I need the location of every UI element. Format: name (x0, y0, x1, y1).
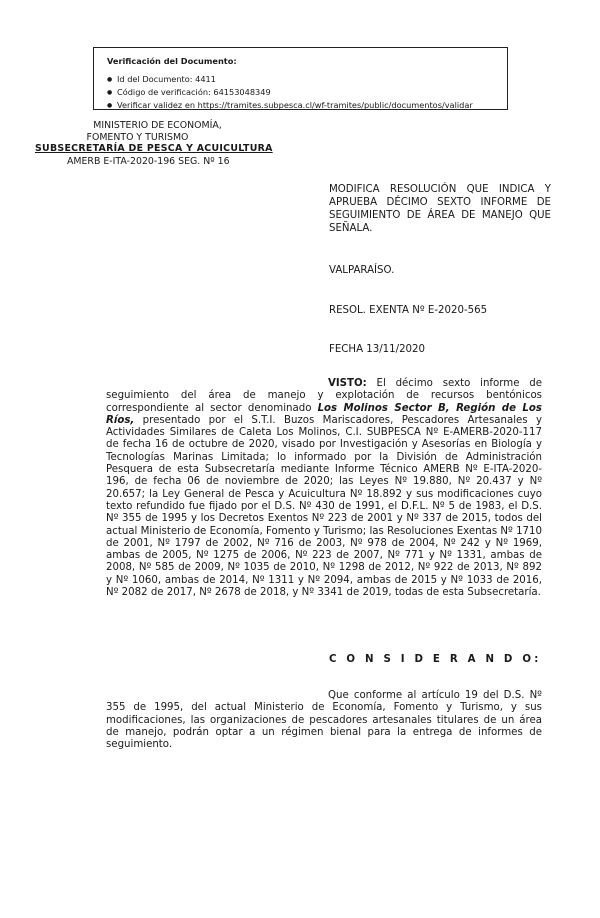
verification-code: ● Código de verificación: 64153048349 (107, 86, 507, 99)
verification-list (107, 73, 507, 112)
resolution-date: FECHA 13/11/2020 (329, 344, 425, 355)
visto-sector: Los Molinos Sector B, Región de Los Ríos, (106, 402, 542, 426)
verification-title: Verificación del Documento: (107, 56, 237, 66)
considerando-heading: C O N S I D E R A N D O: (329, 654, 542, 665)
verification-doc-id: ● Id del Documento: 4411 (107, 73, 507, 86)
ministry-line-2: FOMENTO Y TURISMO (86, 131, 189, 143)
visto-paragraph (106, 378, 542, 599)
document-reference: AMERB E-ITA-2020-196 SEG. Nº 16 (67, 156, 230, 167)
subsecretaria-name: SUBSECRETARÍA DE PESCA Y ACUICULTURA (35, 143, 273, 154)
resolution-subject: MODIFICA RESOLUCIÓN QUE INDICA Y APRUEBA DÉCIMO SEXTO INFORME DE SEGUIMIENTO DE ÁREA DE MANEJO QUE SEÑALA. (329, 184, 551, 234)
visto-text-a: El décimo sexto informe de seguimiento del área de manejo y explotación de recursos bentónicos correspondiente al sector denominado (106, 378, 542, 414)
resolution-place: VALPARAÍSO. (329, 265, 395, 276)
verification-url[interactable]: ● Verificar validez en https://tramites.subpesca.cl/wf-tramites/public/documentos/validar (107, 99, 507, 112)
resolution-number: RESOL. EXENTA Nº E-2020-565 (329, 305, 488, 316)
considerando-paragraph-1: Que conforme al artículo 19 del D.S. Nº 355 de 1995, del actual Ministerio de Economía, Fomento y Turismo, y sus modificaciones, las organizaciones de pescadores artesanales titulares de un área de manejo, podrán optar a un régimen bienal para la entrega de informes de seguimiento. (106, 690, 542, 751)
ministry-line-1: MINISTERIO DE ECONOMÍA, (93, 120, 222, 131)
visto-label: VISTO: (328, 378, 367, 389)
verification-box (93, 47, 508, 110)
ministry-name (35, 120, 280, 143)
visto-text-b: presentado por el S.T.I. Buzos Mariscadores, Pescadores Artesanales y Actividades Similares de Caleta Los Molinos, C.I. SUBPESCA Nº E-AMERB-2020-117 de fecha 16 de octubre de 2020, visado por Investigación y Asesorías en Biología y Tecnologías Marinas Limitada; lo informado por la División de Administración Pesquera de esta Subsecretaría mediante Informe Técnico AMERB Nº E-ITA-2020-196, de fecha 06 de noviembre de 2020; las Leyes Nº 19.880, Nº 20.437 y Nº 20.657; la Ley General de Pesca y Acuicultura Nº 18.892 y sus modificaciones cuyo texto refundido fue fijado por el D.S. Nº 430 de 1991, el D.F.L. Nº 5 de 1983, el D.S. Nº 355 de 1995 y los Decretos Exentos Nº 223 de 2001 y Nº 337 de 2015, todos del actual Ministerio de Economía, Fomento y Turismo; las Resoluciones Exentas Nº 1710 de 2001, Nº 1797 de 2002, Nº 716 de 2003, Nº 978 de 2004, Nº 242 y Nº 1969, ambas de 2005, Nº 1275 de 2006, Nº 223 de 2007, Nº 771 y Nº 1331, ambas de 2008, Nº 585 de 2009, Nº 1035 de 2010, Nº 1298 de 2012, Nº 922 de 2013, Nº 892 y Nº 1060, ambas de 2014, Nº 1311 y Nº 2094, ambas de 2015 y Nº 1033 de 2016, Nº 2082 de 2017, Nº 2678 de 2018, y Nº 3341 de 2019, todas de esta Subsecretaría. (106, 414, 542, 599)
